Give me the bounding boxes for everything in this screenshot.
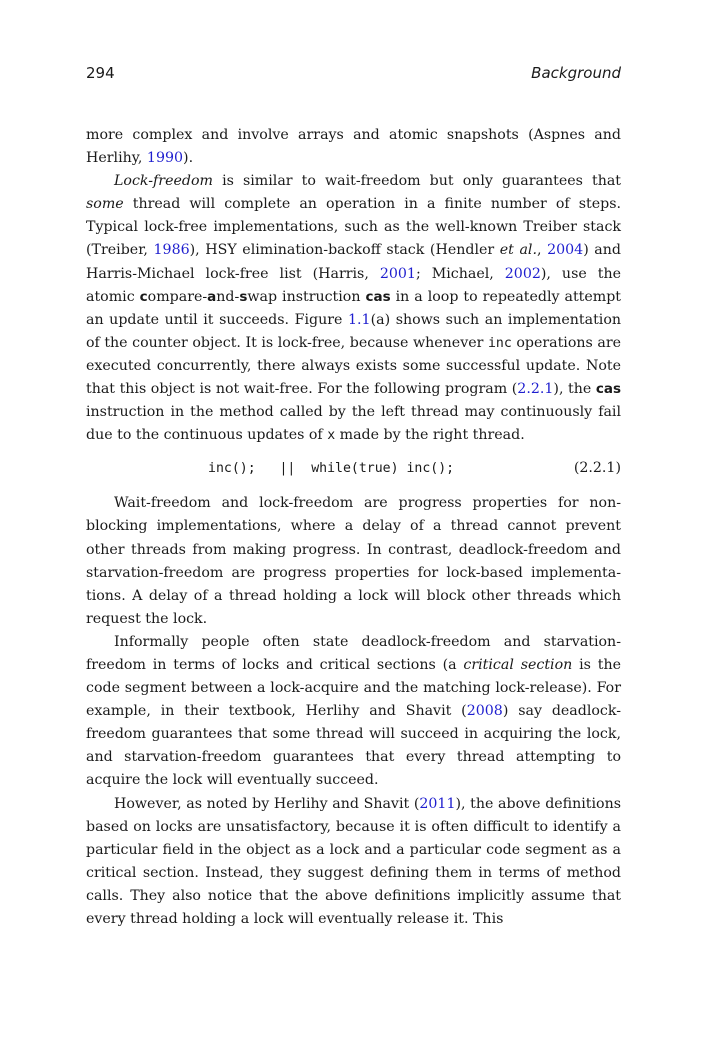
keyword-cas: cas — [595, 381, 621, 398]
page-number: 294 — [86, 64, 115, 82]
text: thread will complete an operation in a finite number of steps. Typical lock-free implementations, such as the well-known Treiber stack (Treiber, — [86, 196, 621, 259]
equation-ref-link[interactable]: 2.2.1 — [517, 381, 554, 398]
text: nd- — [216, 288, 240, 305]
term-lock-freedom: Lock-freedom — [114, 173, 213, 190]
body-text — [86, 124, 621, 931]
equation-number: (2.2.1) — [573, 460, 621, 477]
paragraph-however — [86, 793, 621, 932]
citation-link[interactable]: 2008 — [466, 703, 503, 720]
text: made by the right thread. — [335, 427, 525, 444]
citation-link[interactable]: 2004 — [547, 242, 584, 259]
text: (a) shows such an implementation of the counter object. It is lock-free, because whenever — [86, 311, 621, 351]
citation-link[interactable]: 1986 — [153, 242, 190, 259]
paragraph-progress-properties — [86, 492, 621, 631]
text: operations are executed concurrently, there always exists some successful update. Note that this object is not wait-free. For the following program ( — [86, 334, 621, 398]
keyword-cas: cas — [365, 288, 391, 305]
text: is similar to wait-freedom but only guarantees that — [212, 173, 621, 190]
text: Wait-freedom and lock-freedom are progress properties for non-blocking implementations, where a delay of a thread cannot prevent other threads from making progress. In contrast, deadlock-freedom and starvation-freedom are progress properties for lock-based implementations. A delay of a thread holding a lock will block other threads which request the lock. — [86, 495, 621, 627]
text: ) say deadlock-freedom guarantees that some thread will succeed in acquiring the lock, and starvation-freedom guarantees that every thread attempting to acquire the lock will eventually succeed. — [86, 703, 622, 789]
text: ; Michael, — [415, 265, 505, 282]
bold-letter: c — [139, 288, 148, 305]
citation-link[interactable]: 2002 — [504, 265, 541, 282]
code-x: x — [327, 428, 336, 444]
code-inc: inc — [487, 335, 512, 351]
bold-letter: s — [239, 288, 248, 305]
text: wap instruction — [247, 288, 366, 305]
text: ). — [183, 150, 194, 167]
emphasis-some: some — [86, 196, 124, 213]
citation-link[interactable]: 1990 — [146, 150, 184, 167]
paragraph-1 — [86, 124, 621, 170]
text: ), use the atomic — [86, 265, 621, 305]
text: in a loop to repeatedly attempt an update until it succeeds. Figure — [86, 288, 621, 328]
citation-link[interactable]: 2001 — [379, 265, 416, 282]
term-critical-section: critical section — [463, 656, 573, 673]
text: more complex and involve arrays and atomic snapshots (Aspnes and Herlihy, — [86, 127, 621, 167]
chapter-title: Background — [531, 64, 621, 82]
running-header — [86, 64, 621, 88]
text: Informally people often state deadlock-freedom and starvation-freedom in terms of locks and critical sections (a — [86, 633, 621, 673]
text: ), the — [553, 381, 596, 398]
bold-letter: a — [207, 288, 217, 305]
text: ompare- — [147, 288, 208, 305]
page — [86, 64, 621, 931]
text: ), HSY elimination-backoff stack (Hendler — [189, 242, 500, 259]
text: However, as noted by Herlihy and Shavit ( — [114, 795, 420, 812]
citation-link[interactable]: 2011 — [419, 795, 456, 812]
figure-ref-link[interactable]: 1.1 — [348, 311, 371, 328]
text: , — [536, 242, 548, 259]
text: instruction in the method called by the left thread may continuously fail due to the continuous updates of — [86, 404, 621, 444]
text: ), the above definitions based on locks are unsatisfactory, because it is often difficult to identify a particular field in the object as a lock and a particular code segment as a critical section. Instead, they suggest defining them in terms of method calls. They also notice that the above definitions implicitly assume that every thread holding a lock will eventually release it. This — [86, 795, 622, 927]
equation-program: inc(); || while(true) inc(); — [208, 461, 455, 477]
paragraph-lock-freedom — [86, 170, 621, 447]
emphasis-et-al: et al. — [499, 242, 537, 259]
paragraph-informally — [86, 631, 621, 793]
text: ) and Harris-Michael lock-free list (Harris, — [86, 242, 621, 282]
display-equation — [86, 457, 621, 480]
text: is the code segment between a lock-acquire and the matching lock-release). For example, in their textbook, Herlihy and Shavit ( — [86, 656, 622, 720]
